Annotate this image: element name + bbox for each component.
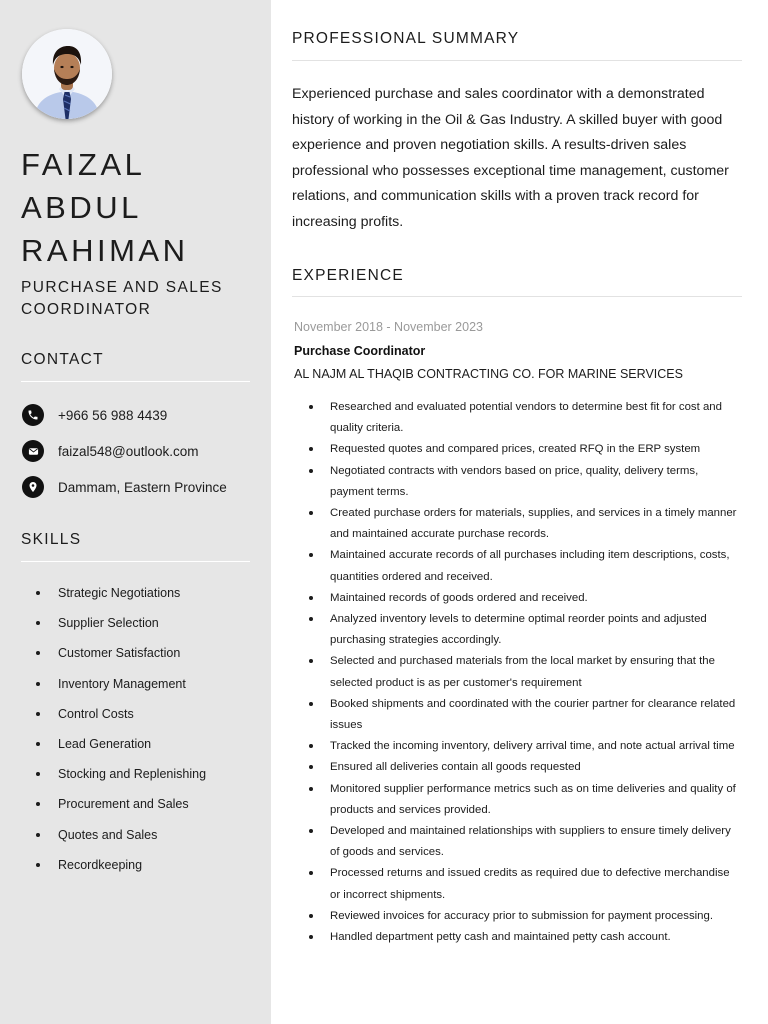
duty-item: Handled department petty cash and maintained petty cash account. (308, 927, 742, 948)
duty-item: Analyzed inventory levels to determine optimal reorder points and adjusted purchasing strategies accordingly. (308, 609, 742, 651)
job-dates: November 2018 - November 2023 (294, 320, 483, 334)
duty-item: Processed returns and issued credits as required due to defective merchandise or incorrect shipments. (308, 863, 742, 905)
person-photo-icon (22, 29, 112, 119)
email-address: faizal548@outlook.com (58, 443, 199, 459)
experience-heading: EXPERIENCE (292, 267, 404, 284)
duty-item: Ensured all deliveries contain all goods requested (308, 757, 742, 778)
email-icon (22, 440, 44, 462)
contact-location (22, 475, 227, 499)
skills-heading: SKILLS (21, 531, 82, 548)
duty-item: Selected and purchased materials from the local market by ensuring that the selected product is as per customer's requirement (308, 651, 742, 693)
duty-item: Booked shipments and coordinated with the courier partner for clearance related issues (308, 694, 742, 736)
duty-item: Requested quotes and compared prices, created RFQ in the ERP system (308, 439, 742, 460)
duty-item: Monitored supplier performance metrics such as on time deliveries and quality of products and services provided. (308, 779, 742, 821)
duty-item: Reviewed invoices for accuracy prior to submission for payment processing. (308, 906, 742, 927)
skills-list (36, 583, 206, 885)
skill-item: Customer Satisfaction (36, 643, 206, 673)
sidebar (0, 0, 271, 1024)
summary-heading: PROFESSIONAL SUMMARY (292, 30, 520, 47)
skills-divider (21, 561, 250, 562)
duty-item: Tracked the incoming inventory, delivery arrival time, and note actual arrival time (308, 736, 742, 757)
phone-number: +966 56 988 4439 (58, 407, 168, 423)
profile-photo (22, 29, 112, 119)
experience-divider (292, 296, 742, 297)
duty-item: Developed and maintained relationships with suppliers to ensure timely delivery of goods and services. (308, 821, 742, 863)
skill-item: Recordkeeping (36, 855, 206, 885)
duty-item: Maintained accurate records of all purchases including item descriptions, costs, quantities ordered and received. (308, 545, 742, 587)
company-name: AL NAJM AL THAQIB CONTRACTING CO. FOR MARINE SERVICES (294, 367, 683, 381)
skill-item: Strategic Negotiations (36, 583, 206, 613)
summary-divider (292, 60, 742, 61)
skill-item: Control Costs (36, 704, 206, 734)
contact-email (22, 439, 199, 463)
duties-list (308, 397, 742, 948)
location-icon (22, 476, 44, 498)
skill-item: Inventory Management (36, 674, 206, 704)
duty-item: Negotiated contracts with vendors based on price, quality, delivery terms, payment terms. (308, 461, 742, 503)
skill-item: Procurement and Sales (36, 794, 206, 824)
duty-item: Researched and evaluated potential vendors to determine best fit for cost and quality criteria. (308, 397, 742, 439)
contact-divider (21, 381, 250, 382)
duty-item: Created purchase orders for materials, supplies, and services in a timely manner and maintained accurate purchase records. (308, 503, 742, 545)
summary-text: Experienced purchase and sales coordinator with a demonstrated history of working in the Oil & Gas Industry. A skilled buyer with good experience and proven negotiation skills. A results-driven sales professional who possesses exceptional time management, customer relations, and communication skills with a proven track record for increasing profits. (292, 86, 729, 230)
contact-heading: CONTACT (21, 351, 104, 368)
contact-phone (22, 403, 167, 427)
job-title: PURCHASE AND SALES COORDINATOR (21, 279, 223, 318)
skill-item: Quotes and Sales (36, 825, 206, 855)
full-name: FAIZAL ABDUL RAHIMAN (21, 147, 189, 268)
location-text: Dammam, Eastern Province (58, 479, 227, 495)
skill-item: Lead Generation (36, 734, 206, 764)
skill-item: Supplier Selection (36, 613, 206, 643)
phone-icon (22, 404, 44, 426)
skill-item: Stocking and Replenishing (36, 764, 206, 794)
duty-item: Maintained records of goods ordered and received. (308, 588, 742, 609)
job-role: Purchase Coordinator (294, 344, 426, 358)
